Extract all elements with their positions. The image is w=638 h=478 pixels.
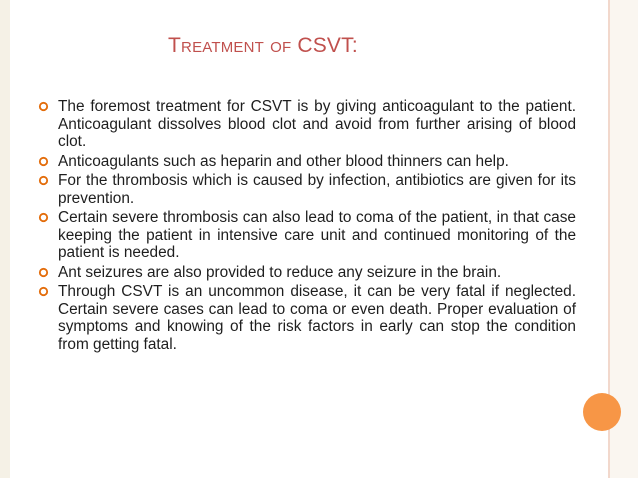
bullet-item [36, 172, 576, 207]
bullet-item [36, 98, 576, 151]
left-border [0, 0, 10, 478]
bullet-text: The foremost treatment for CSVT is by giving anticoagulant to the patient. Anticoagulant dissolves blood clot and avoid from further arising of blood clot. [58, 98, 576, 150]
ring-bullet-icon [38, 286, 49, 297]
ring-bullet-icon [38, 212, 49, 223]
bullet-item [36, 264, 576, 282]
title-first-rest: REATMENT [181, 39, 265, 56]
bullet-text: Anticoagulants such as heparin and other blood thinners can help. [58, 152, 509, 170]
bullet-text: Certain severe thrombosis can also lead to coma of the patient, in that case keeping the patient in intensive care unit and continued monitoring of the patient is needed. [58, 209, 576, 261]
slide-title [168, 34, 468, 58]
bullet-text: Through CSVT is an uncommon disease, it can be very fatal if neglected. Certain severe cases can lead to coma or even death. Proper evaluation of symptoms and knowing of the risk factors in early can stop the condition from getting fatal. [58, 283, 576, 353]
title-last: CSVT: [297, 34, 358, 57]
orange-circle-decoration [583, 393, 621, 431]
bullet-item [36, 283, 576, 353]
title-first-cap: T [168, 34, 182, 57]
ring-bullet-icon [38, 267, 49, 278]
bullet-item [36, 209, 576, 262]
bullet-text: For the thrombosis which is caused by infection, antibiotics are given for its prevention. [58, 172, 576, 207]
bullet-text: Ant seizures are also provided to reduce any seizure in the brain. [58, 263, 502, 281]
ring-bullet-icon [38, 175, 49, 186]
title-middle: OF [270, 39, 292, 56]
ring-bullet-icon [38, 101, 49, 112]
bullet-list [36, 98, 576, 355]
ring-bullet-icon [38, 156, 49, 167]
bullet-item [36, 153, 576, 171]
